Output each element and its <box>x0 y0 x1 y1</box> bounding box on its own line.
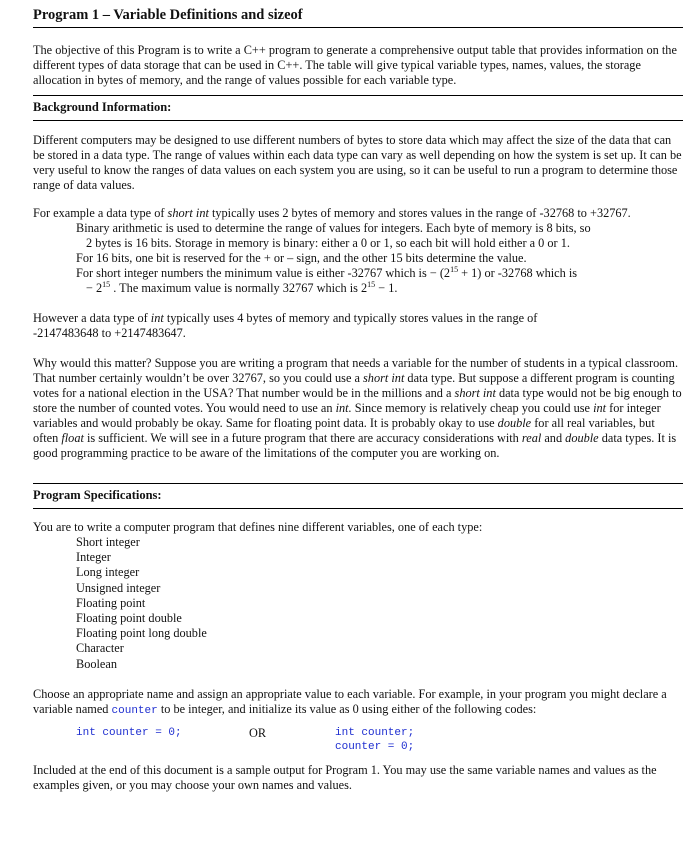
example-paragraph: For example a data type of short int typically uses 2 bytes of memory and stores values in the range of -32768 to +32767. <box>33 206 631 220</box>
list-item: Unsigned integer <box>76 580 161 595</box>
intro-paragraph: The objective of this Program is to write a C++ program to generate a comprehensive output table that provides information on the different types of data storage that can be used in C++. The table will give typical variable types, names, values, the storage allocation in bytes of memory, and the range of values possible for each variable type. <box>33 43 677 87</box>
list-item: Boolean <box>76 656 117 671</box>
section-rule <box>33 483 683 484</box>
type-list <box>33 535 683 672</box>
title-rule <box>33 27 683 28</box>
code-example <box>33 726 683 757</box>
list-item: Integer <box>76 550 111 565</box>
list-item: Long integer <box>76 565 140 580</box>
binary-line: For 16 bits, one bit is reserved for the + or – sign, and the other 15 bits determine the value. <box>76 251 527 265</box>
section-rule <box>33 508 683 509</box>
however-paragraph: However a data type of int typically uses 4 bytes of memory and typically stores values in the range of -2147483648 to +2147483647. <box>33 311 538 340</box>
binary-explanation <box>33 221 683 296</box>
binary-line: 2 bytes is 16 bits. Storage in memory is binary: either a 0 or 1, so each bit will hold either a 0 or 1. <box>86 236 570 250</box>
code-snippet-right-2: counter = 0; <box>335 740 415 753</box>
page-title: Program 1 – Variable Definitions and sizeof <box>33 7 303 23</box>
list-item: Floating point long double <box>76 626 207 641</box>
closing-paragraph: Included at the end of this document is a sample output for Program 1. You may use the same variable names and values as the examples given, or you may choose your own names and values. <box>33 762 657 792</box>
section-rule <box>33 120 683 121</box>
type-name: int <box>150 311 164 325</box>
type-name: short int <box>167 206 209 220</box>
inline-code: counter <box>111 704 158 717</box>
code-snippet-right-1: int counter; <box>335 726 415 739</box>
why-paragraph: Why would this matter? Suppose you are writing a program that needs a variable for the number of students in a typical classroom. That number certainly wouldn’t be over 32767, so you could use a short int data type. But suppose a different program is counting votes for a national election in the USA? That number would be in the millions and a short int data type would not be big enough to store the number of counted votes. You would need to use an int. Since memory is relatively cheap you could use int for integer variables and would probably be okay. Same for floating point data. It is probably okay to use double for all real variables, but often float is sufficient. We will see in a future program that there are accuracy considerations with real and double data types. It is good programming practice to be aware of the limitations of the computer you are working on. <box>33 356 682 460</box>
or-label: OR <box>249 725 267 740</box>
background-paragraph: Different computers may be designed to use different numbers of bytes to store data which may affect the size of the data that can be stored in a data type. The range of values within each data type can vary as well depending on how the system is set up. It can be very useful to know the ranges of data values on each system you are using, so it can be useful to run a program to determine those range of data values. <box>33 133 682 192</box>
binary-line: − $2^{15}$ . The maximum value is normally 32767 which is $2^{15} - 1$. <box>86 279 398 295</box>
specs-intro: You are to write a computer program that defines nine different variables, one of each type: <box>33 520 483 534</box>
list-item: Floating point double <box>76 611 182 626</box>
specs-heading: Program Specifications: <box>33 488 162 502</box>
code-snippet-left: int counter = 0; <box>76 726 182 739</box>
binary-line: Binary arithmetic is used to determine the range of values for integers. Each byte of memory is 8 bits, so <box>76 221 591 235</box>
list-item: Short integer <box>76 535 140 549</box>
list-item: Floating point <box>76 595 146 610</box>
list-item: Character <box>76 641 124 656</box>
background-heading: Background Information: <box>33 100 172 114</box>
section-rule <box>33 95 683 96</box>
document-page <box>33 6 683 793</box>
binary-line: For short integer numbers the minimum value is either -32767 which is − $(2^{15} + 1)$ or -32768 which is <box>76 264 578 280</box>
choose-paragraph: Choose an appropriate name and assign an appropriate value to each variable. For example, in your program you might declare a variable named counter to be integer, and initialize its value as 0 using either of the following codes: <box>33 686 667 717</box>
